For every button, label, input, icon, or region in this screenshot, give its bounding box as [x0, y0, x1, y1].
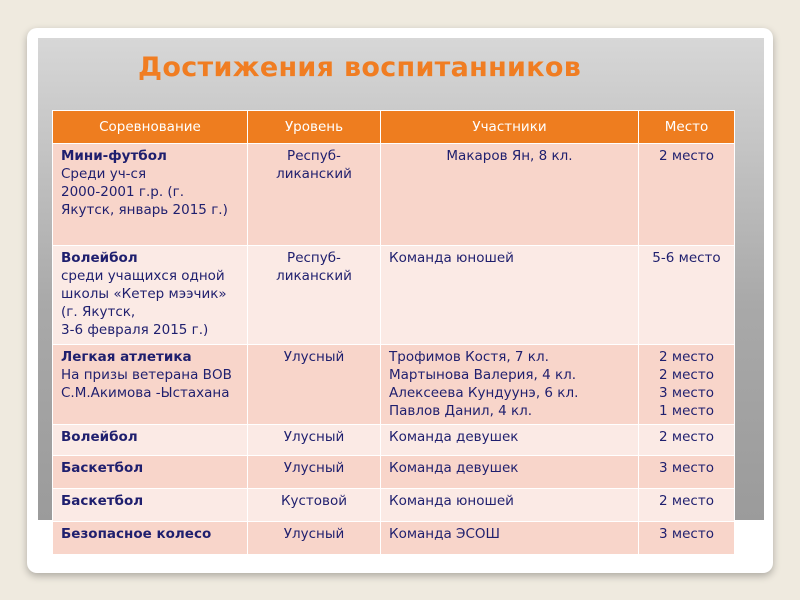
place-cell [639, 522, 735, 555]
competition-cell [53, 246, 248, 345]
header-participants: Участники [381, 111, 639, 144]
table-header-row [53, 111, 735, 144]
level-cell [248, 144, 381, 246]
participants-cell [381, 425, 639, 456]
competition-details: Среди уч-ся 2000-2001 г.р. (г. Якутск, январь 2015 г.) [61, 166, 228, 218]
competition-details: На призы ветерана ВОВ С.М.Акимова -Ыстахана [61, 367, 232, 401]
participants-cell [381, 522, 639, 555]
header-place: Место [639, 111, 735, 144]
level-value: Улусный [283, 349, 345, 365]
competition-cell [53, 425, 248, 456]
competition-name: Легкая атлетика [61, 349, 192, 365]
place-value: 3 место [659, 526, 714, 542]
place-value: 2 место 2 место 3 место 1 место [659, 349, 714, 419]
competition-cell [53, 345, 248, 425]
participants-cell [381, 345, 639, 425]
competition-cell [53, 144, 248, 246]
place-value: 2 место [659, 148, 714, 164]
participants-value: Команда ЭСОШ [389, 526, 500, 542]
place-value: 3 место [659, 460, 714, 476]
level-cell [248, 246, 381, 345]
competition-cell [53, 489, 248, 522]
header-competition: Соревнование [53, 111, 248, 144]
table-row [53, 425, 735, 456]
competition-cell [53, 456, 248, 489]
level-value: Улусный [283, 429, 345, 445]
page-title: Достижения воспитанников [138, 52, 582, 83]
participants-cell [381, 246, 639, 345]
participants-value: Команда юношей [389, 493, 514, 509]
level-value: Улусный [283, 460, 345, 476]
level-value: Респуб- ликанский [276, 250, 352, 284]
participants-value: Команда девушек [389, 460, 519, 476]
level-cell [248, 345, 381, 425]
participants-value: Команда девушек [389, 429, 519, 445]
competition-cell [53, 522, 248, 555]
place-value: 5-6 место [652, 250, 721, 266]
competition-name: Волейбол [61, 429, 138, 445]
achievements-table [52, 110, 735, 555]
level-cell [248, 489, 381, 522]
header-level: Уровень [248, 111, 381, 144]
place-cell [639, 456, 735, 489]
level-cell [248, 425, 381, 456]
place-cell [639, 246, 735, 345]
competition-name: Баскетбол [61, 460, 144, 476]
table-row [53, 489, 735, 522]
table-row [53, 246, 735, 345]
table-row [53, 456, 735, 489]
level-cell [248, 522, 381, 555]
competition-name: Баскетбол [61, 493, 144, 509]
place-value: 2 место [659, 493, 714, 509]
participants-cell [381, 489, 639, 522]
participants-value: Команда юношей [389, 250, 514, 266]
participants-cell [381, 144, 639, 246]
table-row [53, 345, 735, 425]
participants-cell [381, 456, 639, 489]
table-row [53, 522, 735, 555]
table-row [53, 144, 735, 246]
competition-details: среди учащихся одной школы «Кетер мээчик» (г. Якутск, 3-6 февраля 2015 г.) [61, 268, 227, 338]
place-cell [639, 489, 735, 522]
competition-name: Мини-футбол [61, 148, 167, 164]
place-cell [639, 144, 735, 246]
level-value: Кустовой [280, 493, 348, 509]
place-value: 2 место [659, 429, 714, 445]
place-cell [639, 425, 735, 456]
participants-value: Трофимов Костя, 7 кл. Мартынова Валерия, 4 кл. Алексеева Кундуунэ, 6 кл. Павлов Данил, 4 кл. [389, 349, 579, 419]
participants-value: Макаров Ян, 8 кл. [446, 148, 573, 164]
place-cell [639, 345, 735, 425]
level-value: Респуб- ликанский [276, 148, 352, 182]
level-value: Улусный [283, 526, 345, 542]
competition-name: Волейбол [61, 250, 138, 266]
competition-name: Безопасное колесо [61, 526, 212, 542]
level-cell [248, 456, 381, 489]
